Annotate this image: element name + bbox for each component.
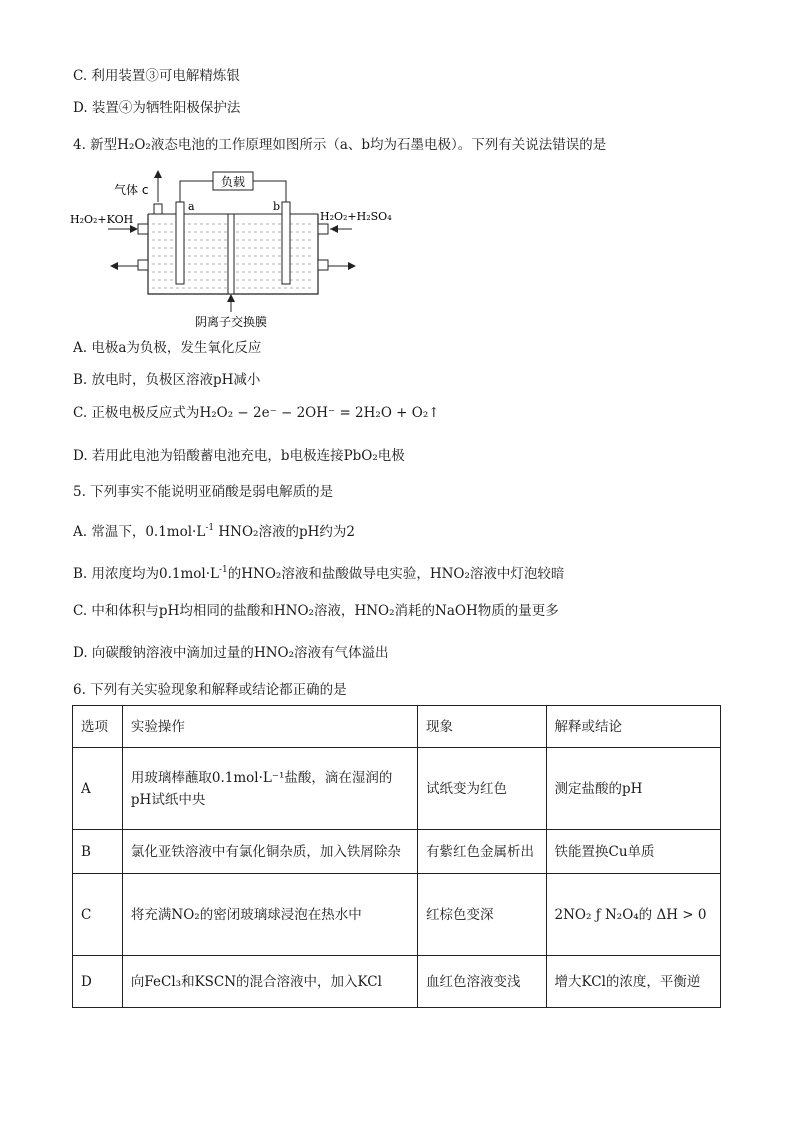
c4-text: C. 正极电极反应式为 (73, 405, 200, 421)
row-d-conclusion: 增大KCl的浓度，平衡逆 (546, 956, 720, 1008)
gas-label: 气体 c (114, 183, 149, 197)
row-d-phenomenon: 血红色溶液变浅 (417, 956, 546, 1008)
c5-formula2: HNO₂ (354, 603, 395, 619)
option-b-q5 (73, 560, 564, 584)
label-a: a (188, 200, 195, 213)
table-row (73, 956, 721, 1008)
b5-formula1: HNO₂ (241, 566, 282, 582)
row-b-option: B (73, 830, 123, 874)
row-a-conclusion: 测定盐酸的pH (546, 748, 720, 830)
d5-text: D. 向碳酸钠溶液中滴加过量的 (73, 645, 254, 661)
a5-sup: -1 (205, 523, 215, 533)
a5-formula: HNO₂ (218, 524, 259, 540)
d4-tail: 电极 (377, 448, 405, 464)
a5-text: A. 常温下，0.1mol·L (73, 524, 206, 540)
table-row (73, 874, 721, 956)
d5-tail: 溶液有气体溢出 (294, 645, 389, 661)
b5-formula2: HNO₂ (429, 566, 470, 582)
d4-formula: PbO₂ (343, 448, 378, 464)
row-d-option: D (73, 956, 123, 1008)
d4-text: D. 若用此电池为铅酸蓄电池充电，b电极连接 (73, 448, 344, 464)
header-operation: 实验操作 (122, 706, 417, 748)
row-c-conclusion: 2NO₂ ƒ N₂O₄的 ΔH > 0 (546, 874, 720, 956)
q4-prefix: 4. 新型 (73, 137, 118, 153)
b5-text: B. 用浓度均为0.1mol·L (73, 566, 219, 582)
row-a-operation: 用玻璃棒蘸取0.1mol·L⁻¹盐酸，滴在湿润的pH试纸中央 (122, 748, 417, 830)
question-4 (73, 135, 606, 155)
q4-formula: H₂O₂ (117, 137, 151, 153)
question-6: 6. 下列有关实验现象和解释或结论都正确的是 (73, 682, 347, 698)
electrode-a (176, 202, 184, 284)
row-b-operation: 氯化亚铁溶液中有氯化铜杂质，加入铁屑除杂 (122, 830, 417, 874)
q4-text: 液态电池的工作原理如图所示（a、b均为石墨电极）。下列有关说法错误的是 (150, 137, 607, 153)
row-b-conclusion: 铁能置换Cu单质 (546, 830, 720, 874)
row-a-phenomenon: 试纸变为红色 (417, 748, 546, 830)
b5-mid: 溶液和盐酸做导电实验， (281, 566, 430, 582)
label-b: b (273, 200, 281, 213)
option-a-q4: A. 电极a为负极，发生氧化反应 (73, 340, 262, 356)
load-label: 负载 (220, 175, 246, 189)
battery-diagram (68, 162, 398, 332)
option-c-q4 (73, 403, 440, 423)
c5-text: C. 中和体积与pH均相同的盐酸和 (73, 603, 274, 619)
row-d-operation: 向FeCl₃和KSCN的混合溶液中，加入KCl (122, 956, 417, 1008)
option-d-q5 (73, 643, 389, 663)
membrane (228, 214, 234, 294)
row-c-operation: 将充满NO₂的密闭玻璃球浸泡在热水中 (122, 874, 417, 956)
header-conclusion: 解释或结论 (546, 706, 720, 748)
option-d-q3: D. 装置④为牺牲阳极保护法 (73, 100, 241, 116)
c5-mid: 溶液， (313, 603, 355, 619)
option-c-q3: C. 利用装置③可电解精炼银 (73, 68, 240, 84)
right-input: H₂O₂+H₂SO₄ (320, 210, 392, 223)
b5-sup: -1 (218, 565, 228, 575)
table-header-row (73, 706, 721, 748)
membrane-label: 阴离子交换膜 (194, 315, 268, 329)
c4-equation: H₂O₂ − 2e⁻ − 2OH⁻ = 2H₂O + O₂↑ (199, 405, 440, 421)
row-c-option: C (73, 874, 123, 956)
question-5: 5. 下列事实不能说明亚硝酸是弱电解质的是 (73, 484, 334, 500)
d5-formula: HNO₂ (253, 645, 295, 661)
electrode-b (282, 202, 290, 284)
experiment-table (72, 705, 721, 1008)
row-b-phenomenon: 有紫红色金属析出 (417, 830, 546, 874)
option-d-q4 (73, 446, 405, 466)
b5-de: 的 (227, 566, 242, 582)
header-option: 选项 (73, 706, 123, 748)
option-b-q4: B. 放电时，负极区溶液pH减小 (73, 372, 261, 388)
row-a-option: A (73, 748, 123, 830)
left-input: H₂O₂+KOH (70, 213, 134, 226)
c5-tail: 消耗的NaOH物质的量更多 (394, 603, 559, 619)
a5-tail: 溶液的pH约为2 (258, 524, 355, 540)
row-c-phenomenon: 红棕色变深 (417, 874, 546, 956)
table-row (73, 748, 721, 830)
table-row (73, 830, 721, 874)
header-phenomenon: 现象 (417, 706, 546, 748)
b5-tail: 溶液中灯泡较暗 (469, 566, 565, 582)
option-c-q5 (73, 601, 559, 621)
c5-formula1: HNO₂ (273, 603, 314, 619)
option-a-q5 (73, 518, 355, 542)
